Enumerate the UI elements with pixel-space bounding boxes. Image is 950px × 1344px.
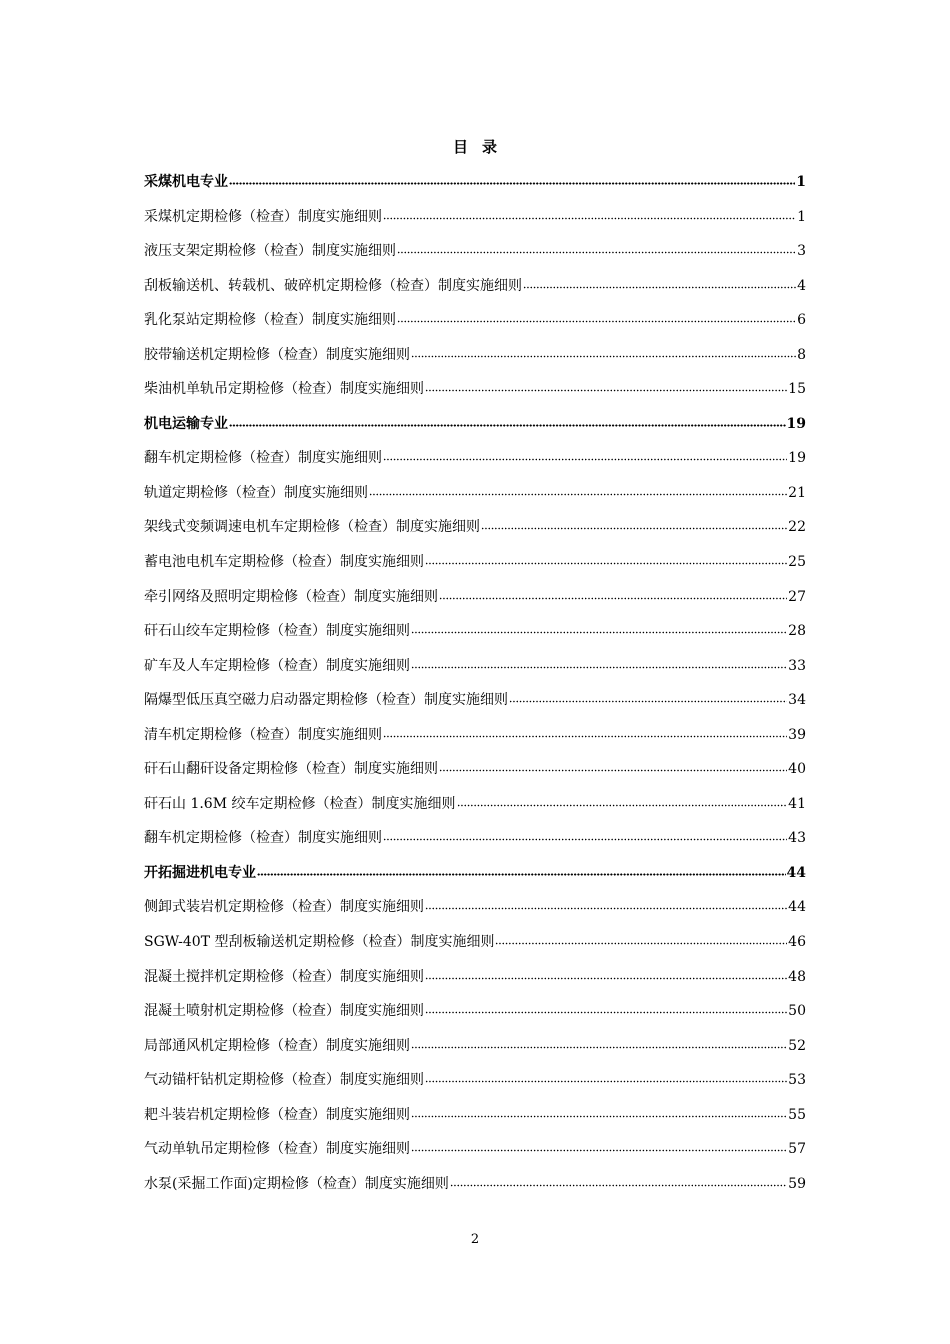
toc-entry-page: 55	[788, 1106, 806, 1123]
toc-entry-page: 8	[797, 346, 806, 363]
toc-entry-page: 27	[788, 588, 806, 605]
toc-entry-label: 柴油机单轨吊定期检修（检查）制度实施细则	[144, 381, 424, 398]
toc-section-entry[interactable]	[144, 411, 806, 446]
toc-entry[interactable]	[144, 618, 806, 653]
toc-entry[interactable]	[144, 791, 806, 826]
toc-entry[interactable]	[144, 307, 806, 342]
toc-entry[interactable]	[144, 549, 806, 584]
toc-dot-leader	[425, 554, 787, 568]
toc-entry-label: 气动锚杆钻机定期检修（检查）制度实施细则	[144, 1072, 424, 1089]
toc-entry-page: 1	[796, 174, 806, 190]
toc-entry-page: 15	[788, 381, 806, 398]
toc-entry-label: 矸石山翻矸设备定期检修（检查）制度实施细则	[144, 761, 438, 778]
toc-dot-leader	[457, 796, 788, 810]
toc-entry[interactable]	[144, 1033, 806, 1068]
toc-entry-label: 混凝土搅拌机定期检修（检查）制度实施细则	[144, 968, 424, 985]
toc-entry-label: 乳化泵站定期检修（检查）制度实施细则	[144, 312, 396, 329]
toc-entry-label: 局部通风机定期检修（检查）制度实施细则	[144, 1037, 410, 1054]
toc-entry-page: 1	[797, 208, 806, 225]
toc-entry-label: 开拓掘进机电专业	[144, 864, 256, 881]
toc-dot-leader	[397, 243, 796, 257]
toc-entry-label: 水泵(采掘工作面)定期检修（检查）制度实施细则	[144, 1175, 449, 1192]
toc-entry-label: 液压支架定期检修（检查）制度实施细则	[144, 243, 396, 260]
table-of-contents	[144, 169, 806, 1205]
toc-entry-label: 采煤机电专业	[144, 174, 228, 190]
toc-entry-page: 22	[788, 519, 806, 536]
toc-dot-leader	[425, 1003, 787, 1017]
toc-dot-leader	[425, 969, 787, 983]
toc-entry[interactable]	[144, 342, 806, 377]
toc-dot-leader	[411, 1107, 787, 1121]
toc-entry-page: 48	[788, 968, 806, 985]
toc-entry-label: 混凝土喷射机定期检修（检查）制度实施细则	[144, 1003, 424, 1020]
toc-entry[interactable]	[144, 756, 806, 791]
toc-entry[interactable]	[144, 584, 806, 619]
toc-entry[interactable]	[144, 687, 806, 722]
toc-entry[interactable]	[144, 722, 806, 757]
toc-entry[interactable]	[144, 273, 806, 308]
toc-entry-page: 19	[788, 450, 806, 467]
toc-entry[interactable]	[144, 376, 806, 411]
toc-entry-page: 53	[788, 1072, 806, 1089]
toc-entry-page: 4	[797, 277, 806, 294]
toc-entry-page: 21	[788, 484, 806, 501]
toc-dot-leader	[425, 899, 787, 913]
toc-entry-page: 52	[788, 1037, 806, 1054]
toc-entry-label: 采煤机定期检修（检查）制度实施细则	[144, 208, 382, 225]
toc-entry-page: 6	[797, 312, 806, 329]
toc-entry-page: 44	[788, 899, 806, 916]
toc-entry[interactable]	[144, 238, 806, 273]
toc-entry[interactable]	[144, 653, 806, 688]
toc-dot-leader	[383, 830, 787, 844]
toc-entry[interactable]	[144, 1102, 806, 1137]
toc-section-entry[interactable]	[144, 169, 806, 204]
toc-dot-leader	[411, 658, 787, 672]
toc-entry[interactable]	[144, 1171, 806, 1206]
toc-entry-label: 隔爆型低压真空磁力启动器定期检修（检查）制度实施细则	[144, 692, 508, 709]
toc-entry-page: 57	[788, 1141, 806, 1158]
toc-dot-leader	[257, 865, 786, 879]
toc-entry-label: 翻车机定期检修（检查）制度实施细则	[144, 450, 382, 467]
toc-dot-leader	[450, 1176, 787, 1190]
toc-section-entry[interactable]	[144, 860, 806, 895]
toc-entry-label: 胶带输送机定期检修（检查）制度实施细则	[144, 346, 410, 363]
toc-entry-label: 矸石山绞车定期检修（检查）制度实施细则	[144, 623, 410, 640]
toc-entry-page: 34	[788, 692, 806, 709]
toc-dot-leader	[509, 692, 787, 706]
toc-dot-leader	[425, 1072, 787, 1086]
toc-entry-label: 气动单轨吊定期检修（检查）制度实施细则	[144, 1141, 410, 1158]
toc-entry-page: 39	[788, 726, 806, 743]
toc-entry-label: 矿车及人车定期检修（检查）制度实施细则	[144, 657, 410, 674]
toc-entry-page: 43	[788, 830, 806, 847]
toc-entry-label: 牵引网络及照明定期检修（检查）制度实施细则	[144, 588, 438, 605]
toc-dot-leader	[229, 174, 795, 188]
toc-dot-leader	[481, 519, 787, 533]
toc-dot-leader	[411, 347, 796, 361]
toc-entry-label: 刮板输送机、转载机、破碎机定期检修（检查）制度实施细则	[144, 277, 522, 294]
toc-dot-leader	[397, 312, 796, 326]
toc-entry-page: 46	[788, 934, 806, 951]
toc-dot-leader	[229, 416, 786, 430]
toc-dot-leader	[383, 727, 787, 741]
page-number: 2	[470, 1232, 480, 1247]
toc-entry-label: SGW-40T 型刮板输送机定期检修（检查）制度实施细则	[144, 934, 495, 951]
toc-entry[interactable]	[144, 204, 806, 239]
toc-dot-leader	[411, 1038, 787, 1052]
toc-entry-page: 19	[786, 415, 806, 432]
toc-entry-label: 机电运输专业	[144, 415, 228, 432]
toc-entry[interactable]	[144, 929, 806, 964]
toc-entry[interactable]	[144, 894, 806, 929]
toc-entry-page: 28	[788, 623, 806, 640]
toc-entry-label: 翻车机定期检修（检查）制度实施细则	[144, 830, 382, 847]
toc-entry-page: 33	[788, 657, 806, 674]
toc-entry[interactable]	[144, 825, 806, 860]
toc-dot-leader	[411, 1141, 787, 1155]
toc-entry-page: 40	[788, 761, 806, 778]
toc-entry[interactable]	[144, 964, 806, 999]
toc-dot-leader	[411, 623, 787, 637]
toc-dot-leader	[439, 589, 787, 603]
toc-dot-leader	[425, 381, 787, 395]
toc-entry[interactable]	[144, 1067, 806, 1102]
toc-entry[interactable]	[144, 1136, 806, 1171]
toc-entry-page: 41	[788, 795, 806, 812]
toc-entry-label: 侧卸式装岩机定期检修（检查）制度实施细则	[144, 899, 424, 916]
toc-entry-label: 矸石山 1.6M 绞车定期检修（检查）制度实施细则	[144, 795, 456, 812]
toc-title: 目录	[452, 138, 511, 156]
toc-entry[interactable]	[144, 445, 806, 480]
toc-dot-leader	[383, 209, 796, 223]
toc-entry-page: 3	[797, 243, 806, 260]
toc-dot-leader	[369, 485, 787, 499]
toc-entry[interactable]	[144, 480, 806, 515]
toc-entry-label: 蓄电池电机车定期检修（检查）制度实施细则	[144, 554, 424, 571]
toc-entry-page: 25	[788, 554, 806, 571]
toc-entry[interactable]	[144, 998, 806, 1033]
toc-entry-label: 清车机定期检修（检查）制度实施细则	[144, 726, 382, 743]
toc-dot-leader	[439, 761, 787, 775]
toc-entry-label: 轨道定期检修（检查）制度实施细则	[144, 484, 368, 501]
toc-dot-leader	[383, 450, 787, 464]
toc-entry-page: 44	[786, 864, 806, 881]
toc-entry-label: 耙斗装岩机定期检修（检查）制度实施细则	[144, 1106, 410, 1123]
toc-dot-leader	[495, 934, 787, 948]
toc-entry-label: 架线式变频调速电机车定期检修（检查）制度实施细则	[144, 519, 480, 536]
toc-entry-page: 50	[788, 1003, 806, 1020]
toc-entry[interactable]	[144, 514, 806, 549]
toc-entry-page: 59	[788, 1175, 806, 1192]
toc-dot-leader	[523, 278, 796, 292]
